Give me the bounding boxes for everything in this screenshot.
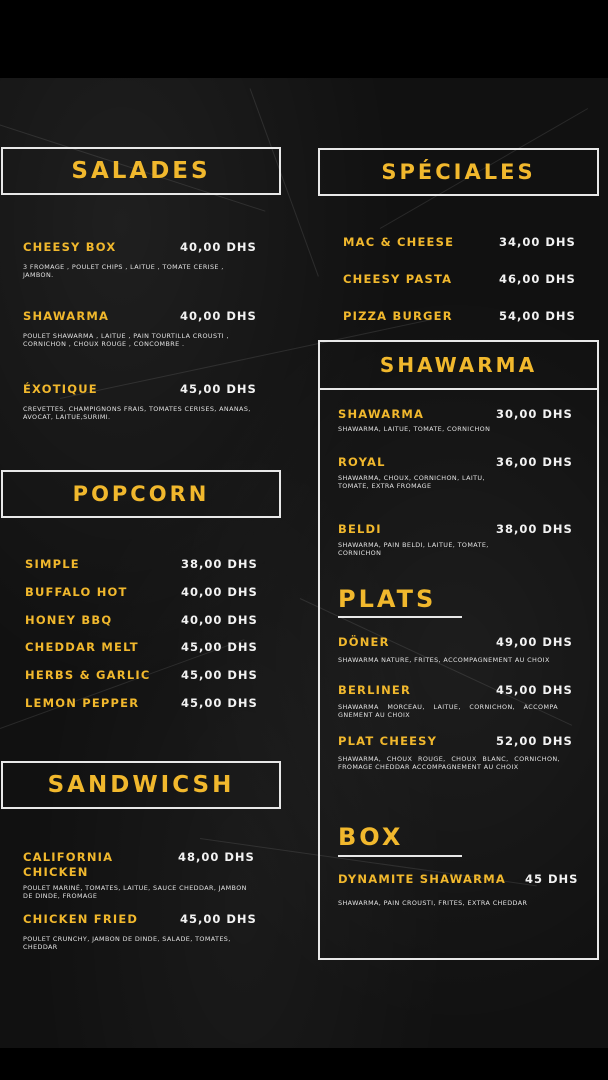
item-price: 54,00 DHS	[499, 309, 576, 323]
item-description: POULET SHAWARMA , LAITUE , PAIN TOURTILLA CROUSTI , CORNICHON , CHOUX ROUGE , CONCOMBRE .	[23, 332, 229, 348]
item-price: 45,00 DHS	[180, 912, 257, 926]
sandwich-header	[1, 761, 281, 809]
item-description: SHAWARMA, CHOUX, CORNICHON, LAITU, TOMATE, EXTRA FROMAGE	[338, 474, 485, 490]
item-description: CREVETTES, CHAMPIGNONS FRAIS, TOMATES CERISES, ANANAS, AVOCAT, LAITUE,SURIMI.	[23, 405, 251, 421]
item-name: CHEESY PASTA	[343, 272, 453, 286]
item-price: 52,00 DHS	[496, 734, 573, 748]
item-price: 38,00 DHS	[496, 522, 573, 536]
item-name: DYNAMITE SHAWARMA	[338, 872, 506, 886]
item-price: 34,00 DHS	[499, 235, 576, 249]
item-price: 36,00 DHS	[496, 455, 573, 469]
item-description: POULET MARINÉ, TOMATES, LAITUE, SAUCE CHEDDAR, JAMBON DE DINDE, FROMAGE	[23, 884, 247, 900]
item-name: LEMON PEPPER	[25, 696, 140, 710]
item-price: 45,00 DHS	[496, 683, 573, 697]
item-description: SHAWARMA MORCEAU, LAITUE, CORNICHON, ACCOMPA GNEMENT AU CHOIX	[338, 703, 558, 719]
item-name: BERLINER	[338, 683, 412, 697]
item-name: HONEY BBQ	[25, 613, 113, 627]
item-name: SHAWARMA	[23, 309, 110, 323]
item-price: 45,00 DHS	[181, 696, 258, 710]
item-price: 40,00 DHS	[181, 613, 258, 627]
shawarma-panel	[318, 340, 599, 960]
speciales-header	[318, 148, 599, 196]
popcorn-header	[1, 470, 281, 518]
shawarma-header	[318, 340, 599, 390]
item-description: 3 FROMAGE , POULET CHIPS , LAITUE , TOMATE CERISE , JAMBON.	[23, 263, 224, 279]
item-description: SHAWARMA, PAIN BELDI, LAITUE, TOMATE, CORNICHON	[338, 541, 489, 557]
item-price: 46,00 DHS	[499, 272, 576, 286]
item-description: POULET CRUNCHY, JAMBON DE DINDE, SALADE, TOMATES, CHEDDAR	[23, 935, 231, 951]
item-name: MAC & CHEESE	[343, 235, 455, 249]
item-price: 45,00 DHS	[180, 382, 257, 396]
item-price: 40,00 DHS	[180, 309, 257, 323]
item-name: CHICKEN FRIED	[23, 912, 139, 926]
item-price: 40,00 DHS	[180, 240, 257, 254]
item-name: CHEESY BOX	[23, 240, 117, 254]
item-name: SIMPLE	[25, 557, 80, 571]
item-name: ÉXOTIQUE	[23, 382, 98, 396]
salades-title: SALADES	[71, 158, 211, 184]
plats-underline	[338, 616, 462, 618]
speciales-title: SPÉCIALES	[381, 160, 536, 184]
item-price: 49,00 DHS	[496, 635, 573, 649]
sandwich-title: SANDWICSH	[47, 772, 235, 798]
item-name: PLAT CHEESY	[338, 734, 438, 748]
item-description: SHAWARMA, LAITUE, TOMATE, CORNICHON	[338, 425, 491, 433]
popcorn-title: POPCORN	[72, 482, 210, 506]
box-title: BOX	[338, 823, 404, 851]
item-name: BUFFALO HOT	[25, 585, 128, 599]
item-description: SHAWARMA, PAIN CROUSTI, FRITES, EXTRA CHEDDAR	[338, 899, 528, 907]
item-name: PIZZA BURGER	[343, 309, 453, 323]
item-name: BELDI	[338, 522, 382, 536]
item-name: SHAWARMA	[338, 407, 425, 421]
item-description: SHAWARMA, CHOUX ROUGE, CHOUX BLANC, CORNICHON, FROMAGE CHEDDAR ACCOMPAGNEMENT AU CHOIX	[338, 755, 560, 771]
salades-header	[1, 147, 281, 195]
item-price: 38,00 DHS	[181, 557, 258, 571]
item-price: 40,00 DHS	[181, 585, 258, 599]
item-name: HERBS & GARLIC	[25, 668, 151, 682]
shawarma-title: SHAWARMA	[379, 353, 538, 377]
item-description: SHAWARMA NATURE, FRITES, ACCOMPAGNEMENT AU CHOIX	[338, 656, 550, 664]
item-price: 45,00 DHS	[181, 640, 258, 654]
item-name: DÖNER	[338, 635, 390, 649]
item-price: 48,00 DHS	[178, 850, 255, 864]
plats-title: PLATS	[338, 585, 437, 613]
item-name: CALIFORNIA CHICKEN	[23, 850, 114, 879]
box-underline	[338, 855, 462, 857]
item-price: 45,00 DHS	[181, 668, 258, 682]
item-price: 45 DHS	[525, 872, 579, 886]
item-name: CHEDDAR MELT	[25, 640, 139, 654]
item-price: 30,00 DHS	[496, 407, 573, 421]
item-name: ROYAL	[338, 455, 386, 469]
